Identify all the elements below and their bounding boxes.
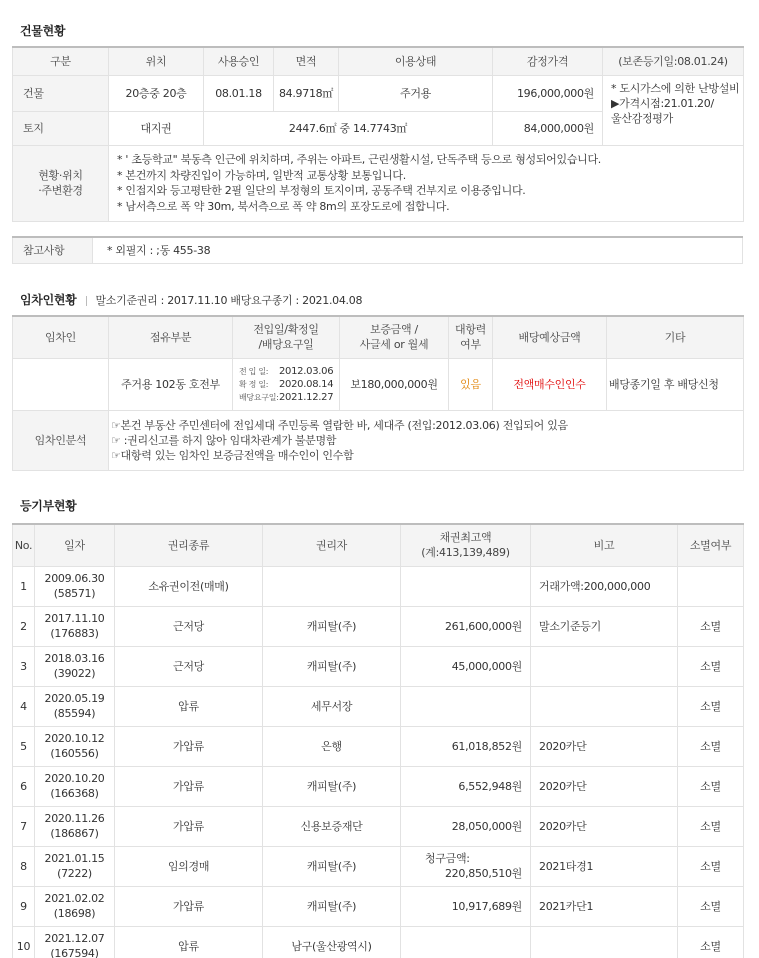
land-label: 토지 <box>13 111 109 145</box>
reference-row <box>13 237 743 263</box>
row-date-value: 2017.11.10 <box>44 612 105 625</box>
row-status: 소멸 <box>678 646 744 686</box>
row-remark: 2021타경1 <box>531 846 678 886</box>
row-remark <box>531 926 678 958</box>
row-amount <box>401 566 531 606</box>
row-remark: 2020카단 <box>531 766 678 806</box>
dividend-request-date <box>239 391 339 404</box>
col-deposit: 보증금액 / 사글세 or 월세 <box>340 316 449 358</box>
row-status: 소멸 <box>678 726 744 766</box>
table-row <box>13 846 744 886</box>
col-opposing: 대항력 여부 <box>449 316 493 358</box>
analysis-line: ☞대항력 있는 임차인 보증금전액을 매수인이 인수함 <box>111 448 354 462</box>
tenant-dates <box>233 358 340 410</box>
row-type: 압류 <box>115 926 263 958</box>
table-row <box>13 566 744 606</box>
col-remark: 비고 <box>531 524 678 566</box>
row-no: 10 <box>13 926 35 958</box>
row-no: 3 <box>13 646 35 686</box>
date-value: 2020.08.14 <box>279 378 334 390</box>
row-remark: 2021카단1 <box>531 886 678 926</box>
row-receipt-no: (160556) <box>50 747 99 760</box>
row-holder: 캐피탈(주) <box>263 766 401 806</box>
row-remark: 2020카단 <box>531 726 678 766</box>
date-key: 확 정 일: <box>239 379 269 389</box>
tenant-deposit: 보180,000,000원 <box>340 358 449 410</box>
col-location: 위치 <box>109 47 204 75</box>
row-status: 소멸 <box>678 606 744 646</box>
tenant-title: 임차인현황 <box>20 293 77 307</box>
move-in-date <box>239 365 339 378</box>
environment-label-line: 현황·위치 <box>38 169 83 182</box>
building-note <box>603 75 744 145</box>
land-price: 84,000,000원 <box>493 111 603 145</box>
row-date <box>35 886 115 926</box>
row-remark: 거래가액:200,000,000 <box>531 566 678 606</box>
environment-line: * ' 초등학교" 북동측 인근에 위치하며, 주위는 아파트, 근린생활시설, 단독주택 등으로 형성되어있습니다. <box>117 153 601 166</box>
row-date <box>35 686 115 726</box>
row-type: 근저당 <box>115 646 263 686</box>
row-status: 소멸 <box>678 806 744 846</box>
row-receipt-no: (7222) <box>57 867 92 880</box>
row-no: 4 <box>13 686 35 726</box>
row-date <box>35 926 115 958</box>
row-no: 5 <box>13 726 35 766</box>
environment-text <box>109 145 744 221</box>
tenant-row <box>13 358 744 410</box>
col-part: 점유부분 <box>109 316 233 358</box>
environment-row <box>13 145 744 221</box>
tenant-name <box>13 358 109 410</box>
row-type: 임의경매 <box>115 846 263 886</box>
environment-label <box>13 145 109 221</box>
building-note-line: * 도시가스에 의한 난방설비 <box>611 81 740 95</box>
row-holder: 은행 <box>263 726 401 766</box>
row-date-value: 2021.02.02 <box>44 892 105 905</box>
col-area: 면적 <box>274 47 339 75</box>
table-row <box>13 726 744 766</box>
col-approval: 사용승인 <box>204 47 274 75</box>
row-no: 6 <box>13 766 35 806</box>
claim-amount: 220,850,510원 <box>444 867 522 880</box>
row-amount: 10,917,689원 <box>401 886 531 926</box>
row-receipt-no: (58571) <box>53 587 96 600</box>
row-type: 가압류 <box>115 726 263 766</box>
tenant-table <box>12 315 744 471</box>
row-status: 소멸 <box>678 766 744 806</box>
row-no: 7 <box>13 806 35 846</box>
row-receipt-no: (18698) <box>53 907 96 920</box>
row-date-value: 2018.03.16 <box>44 652 105 665</box>
environment-label-line: ·주변환경 <box>38 184 83 197</box>
building-note-line: 울산감정평가 <box>611 111 673 125</box>
row-remark: 말소기준등기 <box>531 606 678 646</box>
col-date: 일자 <box>35 524 115 566</box>
environment-line: * 남서측으로 폭 약 30m, 북서측으로 폭 약 8m의 포장도로에 접합니다. <box>117 199 450 213</box>
tenant-etc: 배당종기일 후 배당신청 <box>607 358 744 410</box>
table-row <box>13 646 744 686</box>
row-type: 소유권이전(매매) <box>115 566 263 606</box>
building-table <box>12 46 744 222</box>
row-type: 근저당 <box>115 606 263 646</box>
environment-line: * 인접지와 등고평탄한 2필 일단의 부정형의 토지이며, 공동주택 건부지로 이용중입니다. <box>117 184 526 197</box>
reference-table <box>12 236 743 264</box>
row-holder: 캐피탈(주) <box>263 886 401 926</box>
environment-line: * 본건까지 차량진입이 가능하며, 일반적 교통상황 보통입니다. <box>117 168 406 182</box>
tenant-analysis-text <box>109 410 744 470</box>
row-no: 8 <box>13 846 35 886</box>
row-date <box>35 766 115 806</box>
row-remark <box>531 686 678 726</box>
row-holder: 캐피탈(주) <box>263 846 401 886</box>
col-registry-date: (보존등기일:08.01.24) <box>603 47 744 75</box>
col-dates: 전입일/확정일 /배당요구일 <box>233 316 340 358</box>
row-type: 가압류 <box>115 766 263 806</box>
row-receipt-no: (166368) <box>50 787 99 800</box>
col-tenant: 임차인 <box>13 316 109 358</box>
reference-value: * 외필지 : ;동 455-38 <box>93 237 743 263</box>
tenant-dividend: 전액매수인인수 <box>493 358 607 410</box>
building-row <box>13 75 744 111</box>
row-amount <box>401 686 531 726</box>
registry-section-title: 등기부현황 <box>20 499 77 513</box>
col-category: 구분 <box>13 47 109 75</box>
title-divider <box>86 296 87 306</box>
row-type: 가압류 <box>115 806 263 846</box>
date-value: 2012.03.06 <box>279 365 334 377</box>
row-date <box>35 806 115 846</box>
row-amount <box>401 926 531 958</box>
col-right-holder: 권리자 <box>263 524 401 566</box>
row-status: 소멸 <box>678 886 744 926</box>
row-status: 소멸 <box>678 686 744 726</box>
building-note-line: ▶가격시점:21.01.20/ <box>611 96 714 110</box>
row-date-value: 2020.10.20 <box>44 772 105 785</box>
row-no: 2 <box>13 606 35 646</box>
analysis-line: ☞본건 부동산 주민센터에 전입세대 주민등록 열람한 바, 세대주 (전입:2012.03.06) 전입되어 있음 <box>111 418 568 432</box>
row-date-value: 2020.05.19 <box>44 692 105 705</box>
building-usage: 주거용 <box>339 75 493 111</box>
col-usage: 이용상태 <box>339 47 493 75</box>
registry-header-row <box>13 524 744 566</box>
tenant-section-title <box>20 291 362 308</box>
land-area: 2447.6㎡ 중 14.7743㎡ <box>204 111 493 145</box>
building-label: 건물 <box>13 75 109 111</box>
land-location: 대지권 <box>109 111 204 145</box>
row-remark <box>531 646 678 686</box>
table-row <box>13 926 744 958</box>
row-holder: 캐피탈(주) <box>263 646 401 686</box>
registry-table <box>12 523 744 958</box>
row-remark: 2020카단 <box>531 806 678 846</box>
col-no: No. <box>13 524 35 566</box>
date-key: 전 입 일: <box>239 366 269 376</box>
row-receipt-no: (39022) <box>53 667 96 680</box>
row-date <box>35 606 115 646</box>
row-date <box>35 646 115 686</box>
row-status <box>678 566 744 606</box>
tenant-subtitle: 말소기준권리 : 2017.11.10 배당요구종기 : 2021.04.08 <box>95 294 363 307</box>
col-etc: 기타 <box>607 316 744 358</box>
row-date-value: 2021.01.15 <box>44 852 105 865</box>
row-amount: 28,050,000원 <box>401 806 531 846</box>
row-no: 1 <box>13 566 35 606</box>
row-receipt-no: (186867) <box>50 827 99 840</box>
table-row <box>13 886 744 926</box>
row-date <box>35 846 115 886</box>
row-date-value: 2021.12.07 <box>44 932 105 945</box>
reference-label: 참고사항 <box>13 237 93 263</box>
row-status: 소멸 <box>678 846 744 886</box>
col-max-claim: 채권최고액 (계:413,139,489) <box>401 524 531 566</box>
building-section-title: 건물현황 <box>20 24 66 38</box>
col-price: 감정가격 <box>493 47 603 75</box>
row-amount <box>401 846 531 886</box>
row-receipt-no: (167594) <box>50 947 99 958</box>
row-amount: 61,018,852원 <box>401 726 531 766</box>
row-type: 압류 <box>115 686 263 726</box>
row-status: 소멸 <box>678 926 744 958</box>
building-header-row <box>13 47 744 75</box>
row-amount: 261,600,000원 <box>401 606 531 646</box>
col-extinction: 소멸여부 <box>678 524 744 566</box>
row-amount: 6,552,948원 <box>401 766 531 806</box>
tenant-part: 주거용 102동 호전부 <box>109 358 233 410</box>
row-date-value: 2020.11.26 <box>44 812 105 825</box>
tenant-opposing: 있음 <box>449 358 493 410</box>
analysis-line: ☞ :권리신고를 하지 않아 임대차관계가 불분명함 <box>111 433 337 447</box>
building-price: 196,000,000원 <box>493 75 603 111</box>
row-holder: 신용보증재단 <box>263 806 401 846</box>
table-row <box>13 606 744 646</box>
fixed-date <box>239 378 339 391</box>
row-holder <box>263 566 401 606</box>
building-location: 20층중 20층 <box>109 75 204 111</box>
table-row <box>13 766 744 806</box>
tenant-header-row <box>13 316 744 358</box>
row-date-value: 2020.10.12 <box>44 732 105 745</box>
row-no: 9 <box>13 886 35 926</box>
table-row <box>13 686 744 726</box>
building-area: 84.9718㎡ <box>274 75 339 111</box>
row-holder: 남구(울산광역시) <box>263 926 401 958</box>
claim-label: 청구금액: <box>425 852 470 865</box>
row-date-value: 2009.06.30 <box>44 572 105 585</box>
building-approval: 08.01.18 <box>204 75 274 111</box>
row-type: 가압류 <box>115 886 263 926</box>
row-holder: 세무서장 <box>263 686 401 726</box>
row-date <box>35 566 115 606</box>
tenant-analysis-row <box>13 410 744 470</box>
row-holder: 캐피탈(주) <box>263 606 401 646</box>
date-key: 배당요구일: <box>239 392 279 402</box>
row-receipt-no: (85594) <box>53 707 96 720</box>
table-row <box>13 806 744 846</box>
row-amount: 45,000,000원 <box>401 646 531 686</box>
date-value: 2021.12.27 <box>279 391 334 403</box>
col-dividend: 배당예상금액 <box>493 316 607 358</box>
row-receipt-no: (176883) <box>50 627 99 640</box>
col-right-type: 권리종류 <box>115 524 263 566</box>
row-date <box>35 726 115 766</box>
tenant-analysis-label: 임차인분석 <box>13 410 109 470</box>
